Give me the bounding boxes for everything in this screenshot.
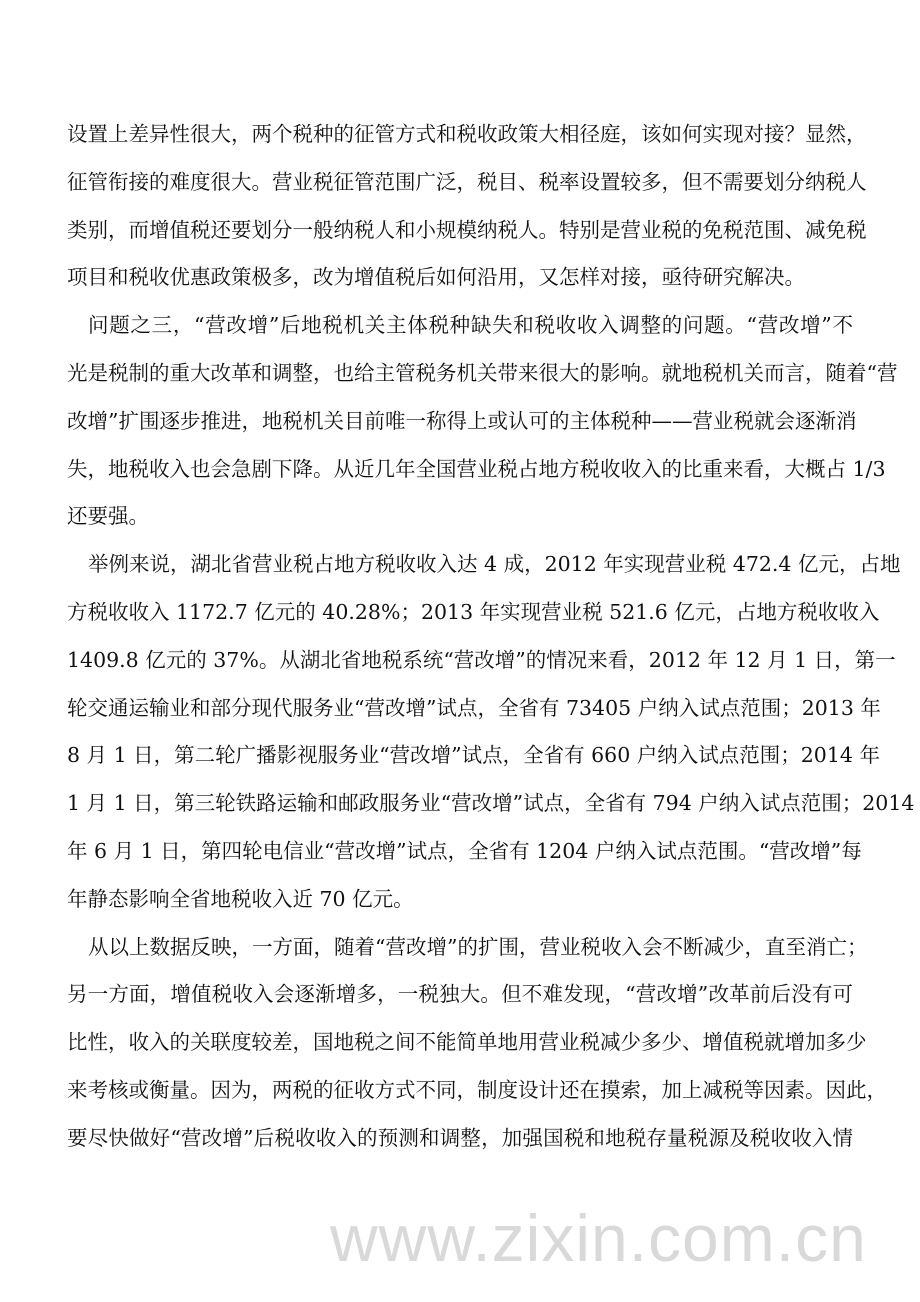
text-line: 改增”扩围逐步推进，地税机关目前唯一称得上或认可的主体税种——营业税就会逐渐消	[67, 408, 857, 433]
text-line: 8 月 1 日，第二轮广播影视服务业“营改增”试点，全省有 660 户纳入试点范围；2014 年	[67, 743, 880, 768]
text-line: 问题之三，“营改增”后地税机关主体税种缺失和税收收入调整的问题。“营改增”不	[88, 313, 853, 338]
text-line: 从以上数据反映，一方面，随着“营改增”的扩围，营业税收入会不断减少，直至消亡；	[88, 934, 868, 959]
text-line: 另一方面，增值税收入会逐渐增多，一税独大。但不难发现，“营改增”改革前后没有可	[67, 982, 853, 1007]
text-line: 项目和税收优惠政策极多，改为增值税后如何沿用，又怎样对接，亟待研究解决。	[67, 265, 805, 290]
paragraph-1	[67, 111, 867, 302]
text-line: 要尽快做好“营改增”后税收收入的预测和调整，加强国税和地税存量税源及税收收入情	[67, 1125, 853, 1150]
paragraph-4	[67, 924, 887, 1163]
paragraph-2	[67, 302, 898, 541]
text-line: 1 月 1 日，第三轮铁路运输和邮政服务业“营改增”试点，全省有 794 户纳入试点范围；2014	[67, 791, 915, 816]
text-line: 征管衔接的难度很大。营业税征管范围广泛，税目、税率设置较多，但不需要划分纳税人	[67, 169, 867, 194]
text-line: 年静态影响全省地税收入近 70 亿元。	[67, 886, 414, 911]
watermark: www.zixin.com.cn	[330, 1201, 867, 1275]
text-line: 方税收收入 1172.7 亿元的 40.28%；2013 年实现营业税 521.6 亿元，占地方税收收入	[67, 599, 880, 624]
text-line: 比性，收入的关联度较差，国地税之间不能简单地用营业税减少多少、增值税就增加多少	[67, 1030, 867, 1055]
text-line: 举例来说，湖北省营业税占地方税收收入达 4 成，2012 年实现营业税 472.4 亿元，占地	[88, 552, 901, 577]
text-line: 失，地税收入也会急剧下降。从近几年全国营业税占地方税收收入的比重来看，大概占 1/3	[67, 456, 886, 481]
document-body	[67, 111, 915, 1163]
text-line: 类别，而增值税还要划分一般纳税人和小规模纳税人。特别是营业税的免税范围、减免税	[67, 217, 867, 242]
paragraph-3	[67, 541, 915, 923]
text-line: 还要强。	[67, 504, 149, 529]
text-line: 光是税制的重大改革和调整，也给主管税务机关带来很大的影响。就地税机关而言，随着“营	[67, 360, 898, 385]
text-line: 轮交通运输业和部分现代服务业“营改增”试点，全省有 73405 户纳入试点范围；2013 年	[67, 695, 881, 720]
text-line: 1409.8 亿元的 37%。从湖北省地税系统“营改增”的情况来看，2012 年 12 月 1 日，第一	[67, 647, 896, 672]
text-line: 设置上差异性很大，两个税种的征管方式和税收政策大相径庭，该如何实现对接？显然，	[67, 122, 867, 146]
text-line: 来考核或衡量。因为，两税的征收方式不同，制度设计还在摸索，加上减税等因素。因此，	[67, 1077, 887, 1102]
text-line: 年 6 月 1 日，第四轮电信业“营改增”试点，全省有 1204 户纳入试点范围。“营改增”每	[67, 838, 862, 863]
